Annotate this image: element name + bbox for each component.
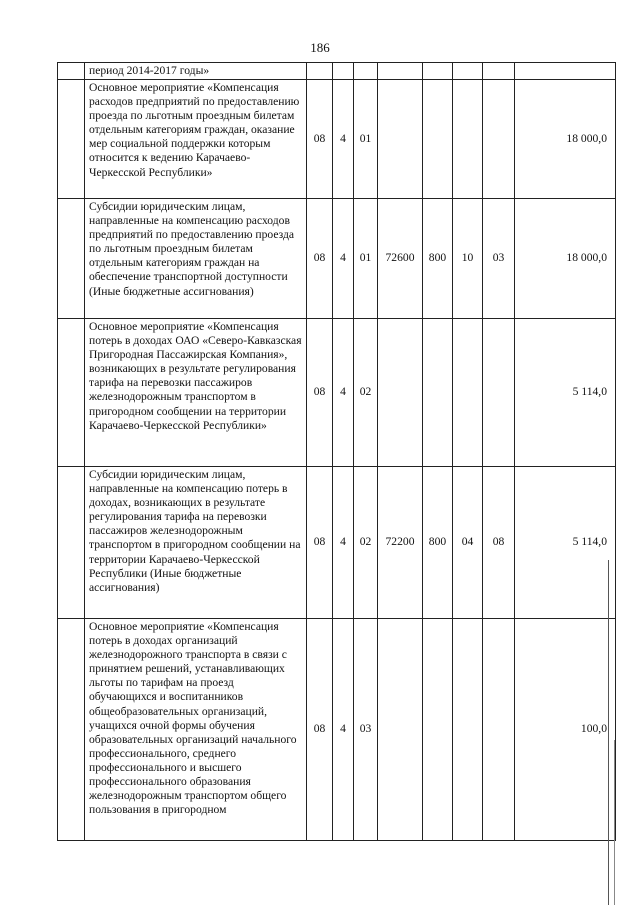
amount-cell: 100,0 [515,619,616,841]
amount-cell: 5 114,0 [515,319,616,467]
row-number-cell [58,467,85,619]
code-cell-vr [423,619,453,841]
code-cell-rz: 08 [307,467,333,619]
amount-cell: 5 114,0 [515,467,616,619]
code-cell-pr: 4 [333,619,354,841]
page-number: 186 [310,40,330,55]
amount-cell: 18 000,0 [515,80,616,199]
scan-edge-line [608,560,609,905]
code-cell-pr: 4 [333,199,354,319]
row-number-cell [58,319,85,467]
row-number-cell [58,63,85,80]
code-cell-rz: 08 [307,319,333,467]
code-cell-ek [483,619,515,841]
code-cell-cs1: 01 [354,199,378,319]
code-cell-ek: 08 [483,467,515,619]
code-cell-cs1: 02 [354,467,378,619]
code-cell-cs2 [378,619,423,841]
code-cell-kosgu: 04 [453,467,483,619]
description-cell: Основное мероприятие «Компенсация расходов предприятий по предоставлению проезда по льготным проездным билетам отдельным категориям граждан, оказание мер социальной поддержки которым относится к ведению Карачаево-Черкесской Республики» [85,80,307,199]
code-cell-cs1: 01 [354,80,378,199]
code-cell-kosgu [453,80,483,199]
code-cell-cs2 [378,319,423,467]
amount-cell: 18 000,0 [515,199,616,319]
table-row [58,467,616,619]
table-row [58,199,616,319]
code-cell-cs1 [354,63,378,80]
description-cell: Основное мероприятие «Компенсация потерь в доходах ОАО «Северо-Кавказская Пригородная Пассажирская Компания», возникающих в результате регулирования тарифа на перевозки пассажиров железнодорожным транспортом в пригородном сообщении на территории Карачаево-Черкесской Республики» [85,319,307,467]
scan-edge-line [614,740,615,905]
description-cell: Субсидии юридическим лицам, направленные на компенсацию потерь в доходах, возникающих в результате регулирования тарифа на перевозки пассажиров железнодорожным транспортом в пригородном сообщении на территории Карачаево-Черкесской Республики (Иные бюджетные ассигнования) [85,467,307,619]
code-cell-kosgu [453,319,483,467]
code-cell-cs2: 72600 [378,199,423,319]
code-cell-kosgu [453,619,483,841]
description-cell: Субсидии юридическим лицам, направленные на компенсацию расходов предприятий по предоставлению проезда по льготным проездным билетам отдельным категориям граждан на обеспечение транспортной доступности (Иные бюджетные ассигнования) [85,199,307,319]
code-cell-rz: 08 [307,80,333,199]
code-cell-cs2 [378,63,423,80]
code-cell-pr: 4 [333,80,354,199]
code-cell-kosgu: 10 [453,199,483,319]
code-cell-ek [483,63,515,80]
table-row [58,319,616,467]
row-number-cell [58,199,85,319]
code-cell-vr: 800 [423,199,453,319]
table-row [58,63,616,80]
code-cell-vr [423,80,453,199]
description-cell: период 2014-2017 годы» [85,63,307,80]
code-cell-cs1: 03 [354,619,378,841]
code-cell-ek [483,319,515,467]
budget-table [57,62,616,841]
table-row [58,80,616,199]
code-cell-vr: 800 [423,467,453,619]
code-cell-ek: 03 [483,199,515,319]
code-cell-pr: 4 [333,319,354,467]
code-cell-rz: 08 [307,199,333,319]
code-cell-pr: 4 [333,467,354,619]
table-row [58,619,616,841]
code-cell-cs2 [378,80,423,199]
code-cell-vr [423,319,453,467]
code-cell-rz [307,63,333,80]
amount-cell [515,63,616,80]
code-cell-cs1: 02 [354,319,378,467]
code-cell-ek [483,80,515,199]
row-number-cell [58,619,85,841]
description-cell: Основное мероприятие «Компенсация потерь в доходах организаций железнодорожного транспорта в связи с принятием решений, устанавливающих льготы по тарифам на проезд обучающихся и воспитанников общеобразовательных организаций, учащихся очной формы обучения образовательных организаций начального профессионального, среднего профессионального и высшего профессионального образования железнодорожным транспортом общего пользования в пригородном [85,619,307,841]
code-cell-pr [333,63,354,80]
code-cell-cs2: 72200 [378,467,423,619]
code-cell-kosgu [453,63,483,80]
code-cell-vr [423,63,453,80]
code-cell-rz: 08 [307,619,333,841]
row-number-cell [58,80,85,199]
